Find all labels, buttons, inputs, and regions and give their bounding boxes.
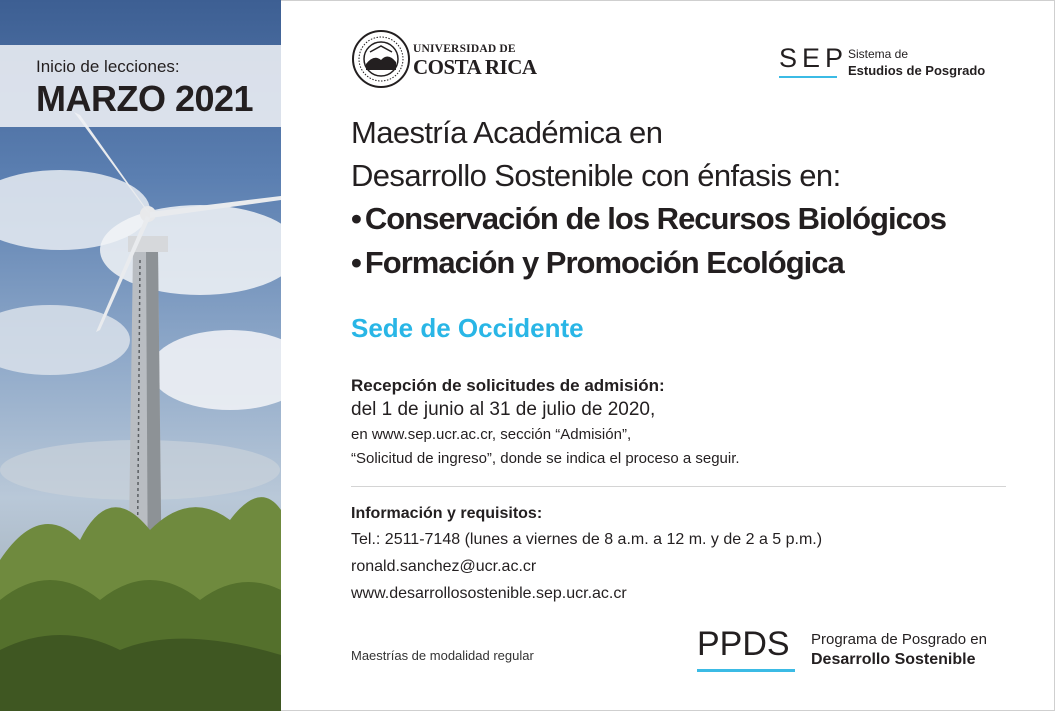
campus-name: Sede de Occidente [351,313,584,343]
ucr-seal-icon [352,30,410,88]
sep-name-line2: Estudios de Posgrado [848,63,986,78]
emphasis-item-2-text: Formación y Promoción Ecológica [364,245,844,280]
sep-logo-underline [779,76,837,78]
admission-detail-2: “Solicitud de ingreso”, donde se indica el proceso a seguir. [351,450,740,467]
admission-title: Recepción de solicitudes de admisión: [351,376,665,395]
info-email: ronald.sanchez@ucr.ac.cr [351,558,537,575]
university-name-line2: COSTA RICA [413,55,537,79]
admission-dates: del 1 de junio al 31 de julio de 2020, [351,399,656,420]
emphasis-item-1 [351,201,946,237]
admission-detail-1: en www.sep.ucr.ac.cr, sección “Admisión”, [351,426,632,443]
ppds-name-line2: Desarrollo Sostenible [811,651,976,668]
section-divider [351,486,1006,487]
start-date-value: MARZO 2021 [36,78,254,119]
info-phone: Tel.: 2511-7148 (lunes a viernes de 8 a.m. a 12 m. y de 2 a 5 p.m.) [351,531,823,548]
ppds-logo-underline [697,669,795,672]
university-name-line1: UNIVERSIDAD DE [413,43,516,55]
info-title: Información y requisitos: [351,505,543,522]
start-date-label: Inicio de lecciones: [36,57,180,76]
modality-footnote: Maestrías de modalidad regular [351,648,534,663]
sep-logo-abbr: SEP [779,43,849,73]
wind-turbine-photo [0,0,281,711]
program-title-line1: Maestría Académica en [351,115,663,150]
bullet: • [351,245,361,280]
info-website: www.desarrollosostenible.sep.ucr.ac.cr [351,585,627,602]
program-title-line2: Desarrollo Sostenible con énfasis en: [351,158,841,193]
sep-name-line1: Sistema de [848,47,909,61]
ppds-name-line1: Programa de Posgrado en [811,631,987,648]
bullet: • [351,201,361,236]
emphasis-item-1-text: Conservación de los Recursos Biológicos [364,201,947,236]
emphasis-item-2 [351,245,844,281]
start-date-box [0,45,281,127]
ppds-logo-abbr: PPDS [697,625,790,663]
